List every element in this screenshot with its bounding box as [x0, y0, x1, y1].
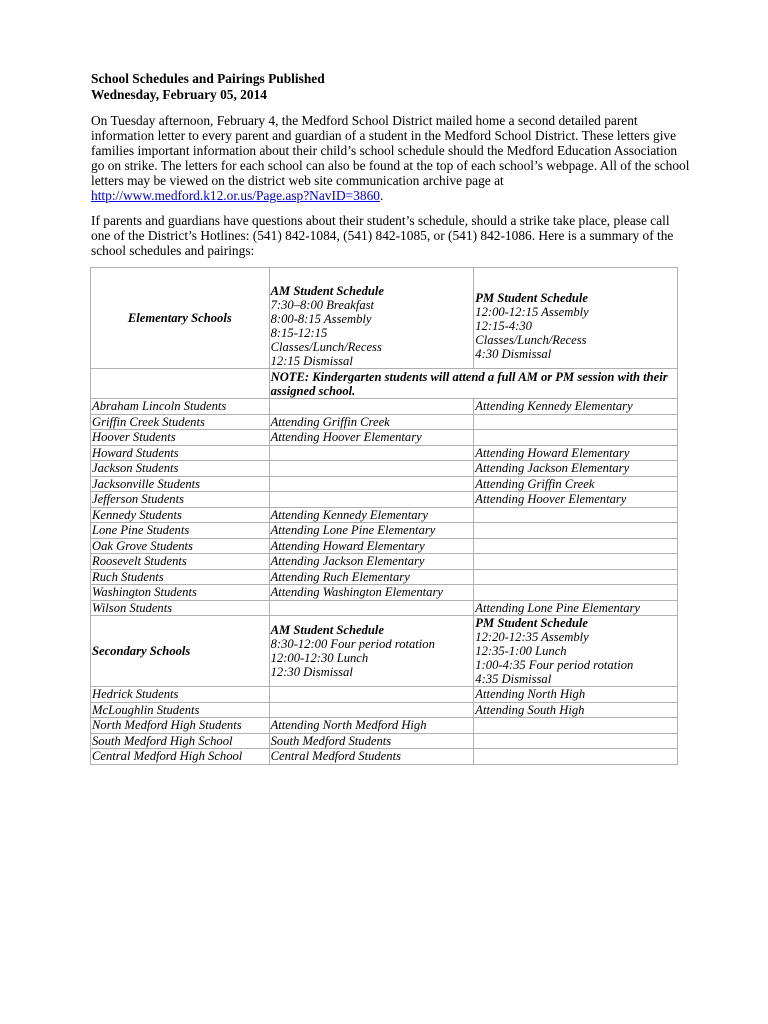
intro-end: . — [379, 188, 384, 203]
school-name-cell: Lone Pine Students — [91, 523, 270, 539]
pm-assignment-cell — [474, 749, 678, 765]
kindergarten-note: NOTE: Kindergarten students will attend a full AM or PM session with their assigned school. — [269, 369, 677, 399]
school-name-cell: Jacksonville Students — [91, 476, 270, 492]
am-assignment-cell: South Medford Students — [269, 733, 474, 749]
secondary-pm-schedule — [474, 616, 678, 687]
school-name-cell: Jefferson Students — [91, 492, 270, 508]
pm-assignment-cell — [474, 430, 678, 446]
pm-line: 12:00-12:15 Assembly — [475, 305, 589, 319]
pm-assignment-cell — [474, 507, 678, 523]
am-line: 12:15 Dismissal — [270, 354, 353, 368]
pm-assignment-cell — [474, 733, 678, 749]
table-row — [91, 718, 678, 734]
am-assignment-cell — [269, 399, 474, 415]
am-assignment-cell: Central Medford Students — [269, 749, 474, 765]
am-line: 12:00-12:30 Lunch — [270, 651, 369, 665]
table-row — [91, 585, 678, 601]
table-row — [91, 554, 678, 570]
pm-assignment-cell — [474, 585, 678, 601]
pm-assignment-cell: Attending Griffin Creek — [474, 476, 678, 492]
am-assignment-cell — [269, 476, 474, 492]
table-row — [91, 492, 678, 508]
table-row — [91, 749, 678, 765]
archive-link[interactable]: http://www.medford.k12.or.us/Page.asp?NavID=3860 — [91, 188, 380, 203]
schedule-table — [90, 267, 678, 765]
elementary-am-schedule — [269, 268, 474, 369]
table-row — [91, 445, 678, 461]
am-assignment-cell: Attending Lone Pine Elementary — [269, 523, 474, 539]
school-name-cell: North Medford High Students — [91, 718, 270, 734]
table-row — [91, 430, 678, 446]
school-name-cell: Abraham Lincoln Students — [91, 399, 270, 415]
pm-schedule-title: PM Student Schedule — [475, 291, 588, 305]
page-title: School Schedules and Pairings Published — [91, 71, 325, 86]
am-assignment-cell — [269, 600, 474, 616]
school-name-cell: Hedrick Students — [91, 687, 270, 703]
school-name-cell: South Medford High School — [91, 733, 270, 749]
am-line: 8:00-8:15 Assembly — [270, 312, 372, 326]
school-name-cell: Kennedy Students — [91, 507, 270, 523]
elementary-label: Elementary Schools — [91, 268, 270, 369]
table-row — [91, 414, 678, 430]
document-header — [91, 71, 691, 103]
am-assignment-cell — [269, 702, 474, 718]
pm-assignment-cell — [474, 414, 678, 430]
am-assignment-cell: Attending North Medford High — [269, 718, 474, 734]
pm-line: 12:35-1:00 Lunch — [475, 644, 567, 658]
school-name-cell: Roosevelt Students — [91, 554, 270, 570]
pm-assignment-cell — [474, 523, 678, 539]
secondary-header-row — [91, 616, 678, 687]
intro-paragraph — [91, 113, 691, 203]
secondary-label: Secondary Schools — [91, 616, 270, 687]
am-assignment-cell: Attending Griffin Creek — [269, 414, 474, 430]
pm-line: 4:30 Dismissal — [475, 347, 552, 361]
table-row — [91, 461, 678, 477]
note-spacer — [91, 369, 270, 399]
kindergarten-note-row — [91, 369, 678, 399]
table-row — [91, 523, 678, 539]
table-row — [91, 399, 678, 415]
table-row — [91, 733, 678, 749]
pm-line: 1:00-4:35 Four period rotation — [475, 658, 634, 672]
am-line: 7:30–8:00 Breakfast — [270, 298, 375, 312]
am-line: 8:15-12:15 — [270, 326, 328, 340]
pm-assignment-cell: Attending Jackson Elementary — [474, 461, 678, 477]
table-row — [91, 569, 678, 585]
am-assignment-cell: Attending Kennedy Elementary — [269, 507, 474, 523]
elementary-pm-schedule — [474, 268, 678, 369]
school-name-cell: Wilson Students — [91, 600, 270, 616]
pm-assignment-cell — [474, 554, 678, 570]
am-assignment-cell — [269, 492, 474, 508]
hotlines-paragraph: If parents and guardians have questions about their student’s schedule, should a strike take place, please call one of the District’s Hotlines: (541) 842-1084, (541) 842-1085, or (541) 842-1086. Here is a summary of the school schedules and pairings: — [91, 213, 674, 258]
intro-text: On Tuesday afternoon, February 4, the Medford School District mailed home a second detailed parent information letter to every parent and guardian of a student in the Medford School District. These letters give families important information about their child’s school schedule should the Medford Education Association go on strike. The letters for each school can also be found at the top of each school’s webpage. All of the school letters may be viewed on the district web site communication archive page at — [91, 113, 690, 188]
table-row — [91, 507, 678, 523]
school-name-cell: Oak Grove Students — [91, 538, 270, 554]
school-name-cell: Howard Students — [91, 445, 270, 461]
am-line: 8:30-12:00 Four period rotation — [270, 637, 435, 651]
pm-line: 12:15-4:30 — [475, 319, 532, 333]
pm-assignment-cell — [474, 569, 678, 585]
table-row — [91, 538, 678, 554]
pm-assignment-cell: Attending South High — [474, 702, 678, 718]
elementary-header-row — [91, 268, 678, 369]
pm-assignment-cell: Attending Hoover Elementary — [474, 492, 678, 508]
am-line: 12:30 Dismissal — [270, 665, 353, 679]
secondary-am-schedule — [269, 616, 474, 687]
school-name-cell: Griffin Creek Students — [91, 414, 270, 430]
am-assignment-cell — [269, 461, 474, 477]
school-name-cell: Hoover Students — [91, 430, 270, 446]
pm-assignment-cell — [474, 538, 678, 554]
am-assignment-cell — [269, 687, 474, 703]
pm-assignment-cell: Attending Howard Elementary — [474, 445, 678, 461]
school-name-cell: Washington Students — [91, 585, 270, 601]
school-name-cell: Jackson Students — [91, 461, 270, 477]
am-assignment-cell — [269, 445, 474, 461]
pm-assignment-cell: Attending Lone Pine Elementary — [474, 600, 678, 616]
pm-line: 12:20-12:35 Assembly — [475, 630, 589, 644]
am-assignment-cell: Attending Hoover Elementary — [269, 430, 474, 446]
school-name-cell: Central Medford High School — [91, 749, 270, 765]
pm-line: 4:35 Dismissal — [475, 672, 552, 686]
publish-date: Wednesday, February 05, 2014 — [91, 87, 267, 102]
school-name-cell: Ruch Students — [91, 569, 270, 585]
am-line: Classes/Lunch/Recess — [270, 340, 382, 354]
am-schedule-title: AM Student Schedule — [270, 284, 384, 298]
table-row — [91, 687, 678, 703]
pm-line: Classes/Lunch/Recess — [475, 333, 587, 347]
pm-schedule-title: PM Student Schedule — [475, 616, 588, 630]
pm-assignment-cell — [474, 718, 678, 734]
table-row — [91, 476, 678, 492]
am-assignment-cell: Attending Howard Elementary — [269, 538, 474, 554]
pm-assignment-cell: Attending North High — [474, 687, 678, 703]
school-name-cell: McLoughlin Students — [91, 702, 270, 718]
am-assignment-cell: Attending Washington Elementary — [269, 585, 474, 601]
table-row — [91, 702, 678, 718]
pm-assignment-cell: Attending Kennedy Elementary — [474, 399, 678, 415]
table-row — [91, 600, 678, 616]
am-schedule-title: AM Student Schedule — [270, 623, 384, 637]
am-assignment-cell: Attending Ruch Elementary — [269, 569, 474, 585]
am-assignment-cell: Attending Jackson Elementary — [269, 554, 474, 570]
